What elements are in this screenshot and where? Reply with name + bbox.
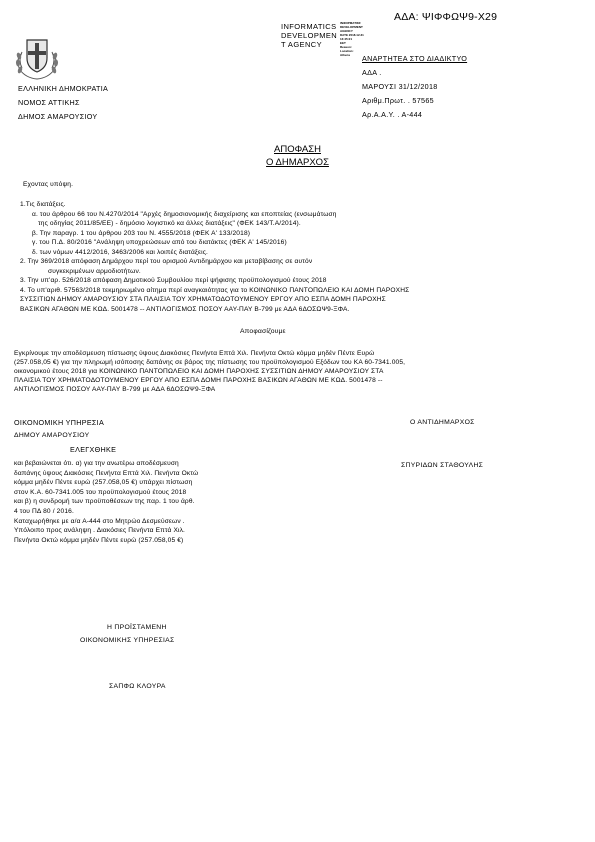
checked-stamp: ΕΛΕΓΧΘΗΚΕ xyxy=(70,445,117,454)
provision-line: α. του άρθρου 66 του Ν.4270/2014 "Αρχές δημοσιονομικής διαχείρισης και εποπτείας (ενσωμάτωση xyxy=(32,210,337,218)
greek-emblem-icon xyxy=(12,32,62,82)
document-subtitle: Ο ΔΗΜΑΡΧΟΣ xyxy=(266,157,329,168)
decision-line: Εγκρίνουμε την αποδέσμευση πίστωσης ύψους Διακόσιες Πενήντα Επτά Χιλ. Πενήντα Οκτώ κόμμα μηδέν Πέντε Ευρώ xyxy=(14,350,375,357)
provision-line: 4. Το υπ'αριθ. 57563/2018 τεκμηριωμένο αίτημα περί αναγκαιότητας για το ΚΟΙΝΩΝΙΚΟ ΠΑΝΤΟΠΩΛΕΙΟ ΚΑΙ ΔΟΜΗ ΠΑΡΟΧΗΣ xyxy=(20,286,410,294)
verification-line: κόμμα μηδέν Πέντε ευρώ (257.058,05 €) υπάρχει πίστωση xyxy=(14,479,193,487)
financial-verification xyxy=(14,459,198,545)
intro-text: Εχοντας υπόψη. xyxy=(23,181,74,188)
posting-notice: ΑΝΑΡΤΗΤΕΑ ΣΤΟ ΔΙΑΔΙΚΤΥΟ xyxy=(362,54,468,63)
agency-name: INFORMATICS DEVELOPMEN T AGENCY xyxy=(281,22,338,49)
verification-line: δαπάνης ύψους Διακόσιες Πενήντα Επτά Χιλ. Πενήντα Οκτώ xyxy=(14,469,199,477)
verification-line: Πενήντα Οκτώ κόμμα μηδέν Πέντε ευρώ (257.058,05 €) xyxy=(14,536,184,544)
financial-service-municipality: ΔΗΜΟΥ ΑΜΑΡΟΥΣΙΟΥ xyxy=(14,432,90,439)
verification-line: στον Κ.Α. 60-7341.005 του προϋπολογισμού έτους 2018 xyxy=(14,488,187,496)
provision-line: της οδηγίας 2011/85/ΕΕ) - δημόσιο λογιστικό κα άλλες διατάξεις" (ΦΕΚ 143/Τ.Α/2014). xyxy=(38,220,301,227)
issuer-line: ΔΗΜΟΣ ΑΜΑΡΟΥΣΙΟΥ xyxy=(18,112,98,121)
document-title: ΑΠΟΦΑΣΗ xyxy=(274,144,321,155)
provision-line: 3. Την υπ'αρ. 526/2018 απόφαση Δημοτικού Συμβουλίου περί ψήφισης προϋπολογισμού έτους 2018 xyxy=(20,277,327,284)
verification-line: Καταχωρήθηκε με α/α Α-444 στο Μητρώο Δεσμεύσεων . xyxy=(14,517,185,525)
provision-line: γ. του Π.Δ. 80/2016 "Ανάληψη υποχρεώσεων από του διατάκτες (ΦΕΚ Α' 145/2016) xyxy=(32,239,287,246)
financial-service-title: ΟΙΚΟΝΟΜΙΚΗ ΥΠΗΡΕΣΙΑ xyxy=(14,418,105,427)
head-title-line1: Η ΠΡΟΪΣΤΑΜΕΝΗ xyxy=(107,624,167,631)
meta-line: Αριθμ.Πρωτ. . 57565 xyxy=(362,96,434,105)
head-title-line2: ΟΙΚΟΝΟΜΙΚΗΣ ΥΠΗΡΕΣΙΑΣ xyxy=(80,637,175,644)
verification-line: και β) η συνδρομή των προϋποθέσεων της παρ. 1 του άρθ. xyxy=(14,498,195,506)
provision-line: 2. Την 369/2018 απόφαση Δημάρχου περί του ορισμού Αντιδημάρχου και μεταβίβασης σε αυτόν xyxy=(20,258,313,265)
verification-line: 4 του ΠΔ 80 / 2016. xyxy=(14,507,74,515)
decision-line: ΠΛΑΙΣΙΑ ΤΟΥ ΧΡΗΜΑΤΟΔΟΤΟΥΜΕΝΟΥ ΕΡΓΟΥ ΑΠΟ ΕΣΠΑ ΔΟΜΗ ΠΑΡΟΧΗΣ ΒΑΣΙΚΩΝ ΑΓΑΘΩΝ ΜΕ ΚΩΔ. 5001478 -- xyxy=(14,377,383,384)
provision-line: 1.Τις διατάξεις. xyxy=(20,201,66,208)
provision-line: συγκεκριμένων αρμοδιοτήτων. xyxy=(48,267,141,275)
decision-line: (257.058,05 €) για την πληρωμή ισόποσης δαπάνης σε βάρος της πίστωσης του προϋπολογισμού Εξόδων του ΚΑ 60-7341.005, xyxy=(14,359,406,366)
meta-line: ΜΑΡΟΥΣΙ 31/12/2018 xyxy=(362,82,438,91)
provision-line: ΣΥΣΣΙΤΙΩΝ ΔΗΜΟΥ ΑΜΑΡΟΥΣΙΟΥ ΣΤΑ ΠΛΑΙΣΙΑ ΤΟΥ ΧΡΗΜΑΤΟΔΟΤΟΥΜΕΝΟΥ ΕΡΓΟΥ ΑΠΟ ΕΣΠΑ ΔΟΜΗ ΠΑΡΟΧΗΣ xyxy=(20,296,386,303)
decision-paragraph xyxy=(14,349,405,394)
decision-heading: Αποφασίζουμε xyxy=(240,328,286,335)
ada-code: ΑΔΑ: ΨΙΦΦΩΨ9-Χ29 xyxy=(394,11,498,23)
issuer-line: ΕΛΛΗΝΙΚΗ ΔΗΜΟΚΡΑΤΙΑ xyxy=(18,84,109,93)
provision-line: ΒΑΣΙΚΩΝ ΑΓΑΘΩΝ ΜΕ ΚΩΔ. 5001478 -- ΑΝΤΙΛΟΓΙΣΜΟΣ ΠΟΣΟΥ ΑΑΥ-ΠΑΥ Β-799 με ΑΔΑ 6ΔΟΣΩΨ9-ΞΦΑ. xyxy=(20,305,350,313)
head-name: ΣΑΠΦΩ ΚΛΟΥΡΑ xyxy=(109,683,166,690)
meta-line: ΑΔΑ . xyxy=(362,68,382,77)
verification-line: Υπόλοιπο προς ανάληψη . Διακόσιες Πενήντα Επτά Χιλ. xyxy=(14,527,186,535)
decision-line: οικονομικού έτους 2018 για ΚΟΙΝΩΝΙΚΟ ΠΑΝΤΟΠΩΛΕΙΟ ΚΑΙ ΔΟΜΗ ΠΑΡΟΧΗΣ ΣΥΣΣΙΤΙΩΝ ΔΗΜΟΥ ΑΜΑΡΟΥΣΙΟΥ ΣΤΑ xyxy=(14,368,384,375)
deputy-mayor-title: Ο ΑΝΤΙΔΗΜΑΡΧΟΣ xyxy=(410,419,475,426)
provisions-list xyxy=(20,200,409,314)
meta-line: Αρ.Α.Α.Υ. . Α-444 xyxy=(362,110,423,119)
verification-line: και βεβαιώνεται ότι. α) για την ανωτέρω αποδέσμευση xyxy=(14,460,179,467)
issuer-header xyxy=(18,82,108,124)
issuer-line: ΝΟΜΟΣ ΑΤΤΙΚΗΣ xyxy=(18,98,80,107)
provision-line: δ. των νόμων 4412/2016, 3463/2006 και λοιπές διατάξεις. xyxy=(32,248,209,256)
digital-signature-details: ΙΝΦΟΡΜΑΤΙΚΣ DEVELOPMENT AGENCY DATE 2018.12.31 13:45:21 EET Reason: Location: Athens xyxy=(340,21,364,57)
decision-line: ΑΝΤΙΛΟΓΙΣΜΟΣ ΠΟΣΟΥ ΑΑΥ-ΠΑΥ Β-799 με ΑΔΑ 6ΔΟΣΩΨ9-ΞΦΑ xyxy=(14,386,216,393)
document-meta xyxy=(362,52,467,122)
deputy-mayor-name: ΣΠΥΡΙΔΩΝ ΣΤΑΘΟΥΛΗΣ xyxy=(401,462,484,469)
provision-line: β. Την παραγρ. 1 του άρθρου 203 του Ν. 4555/2018 (ΦΕΚ Α' 133/2018) xyxy=(32,229,251,237)
